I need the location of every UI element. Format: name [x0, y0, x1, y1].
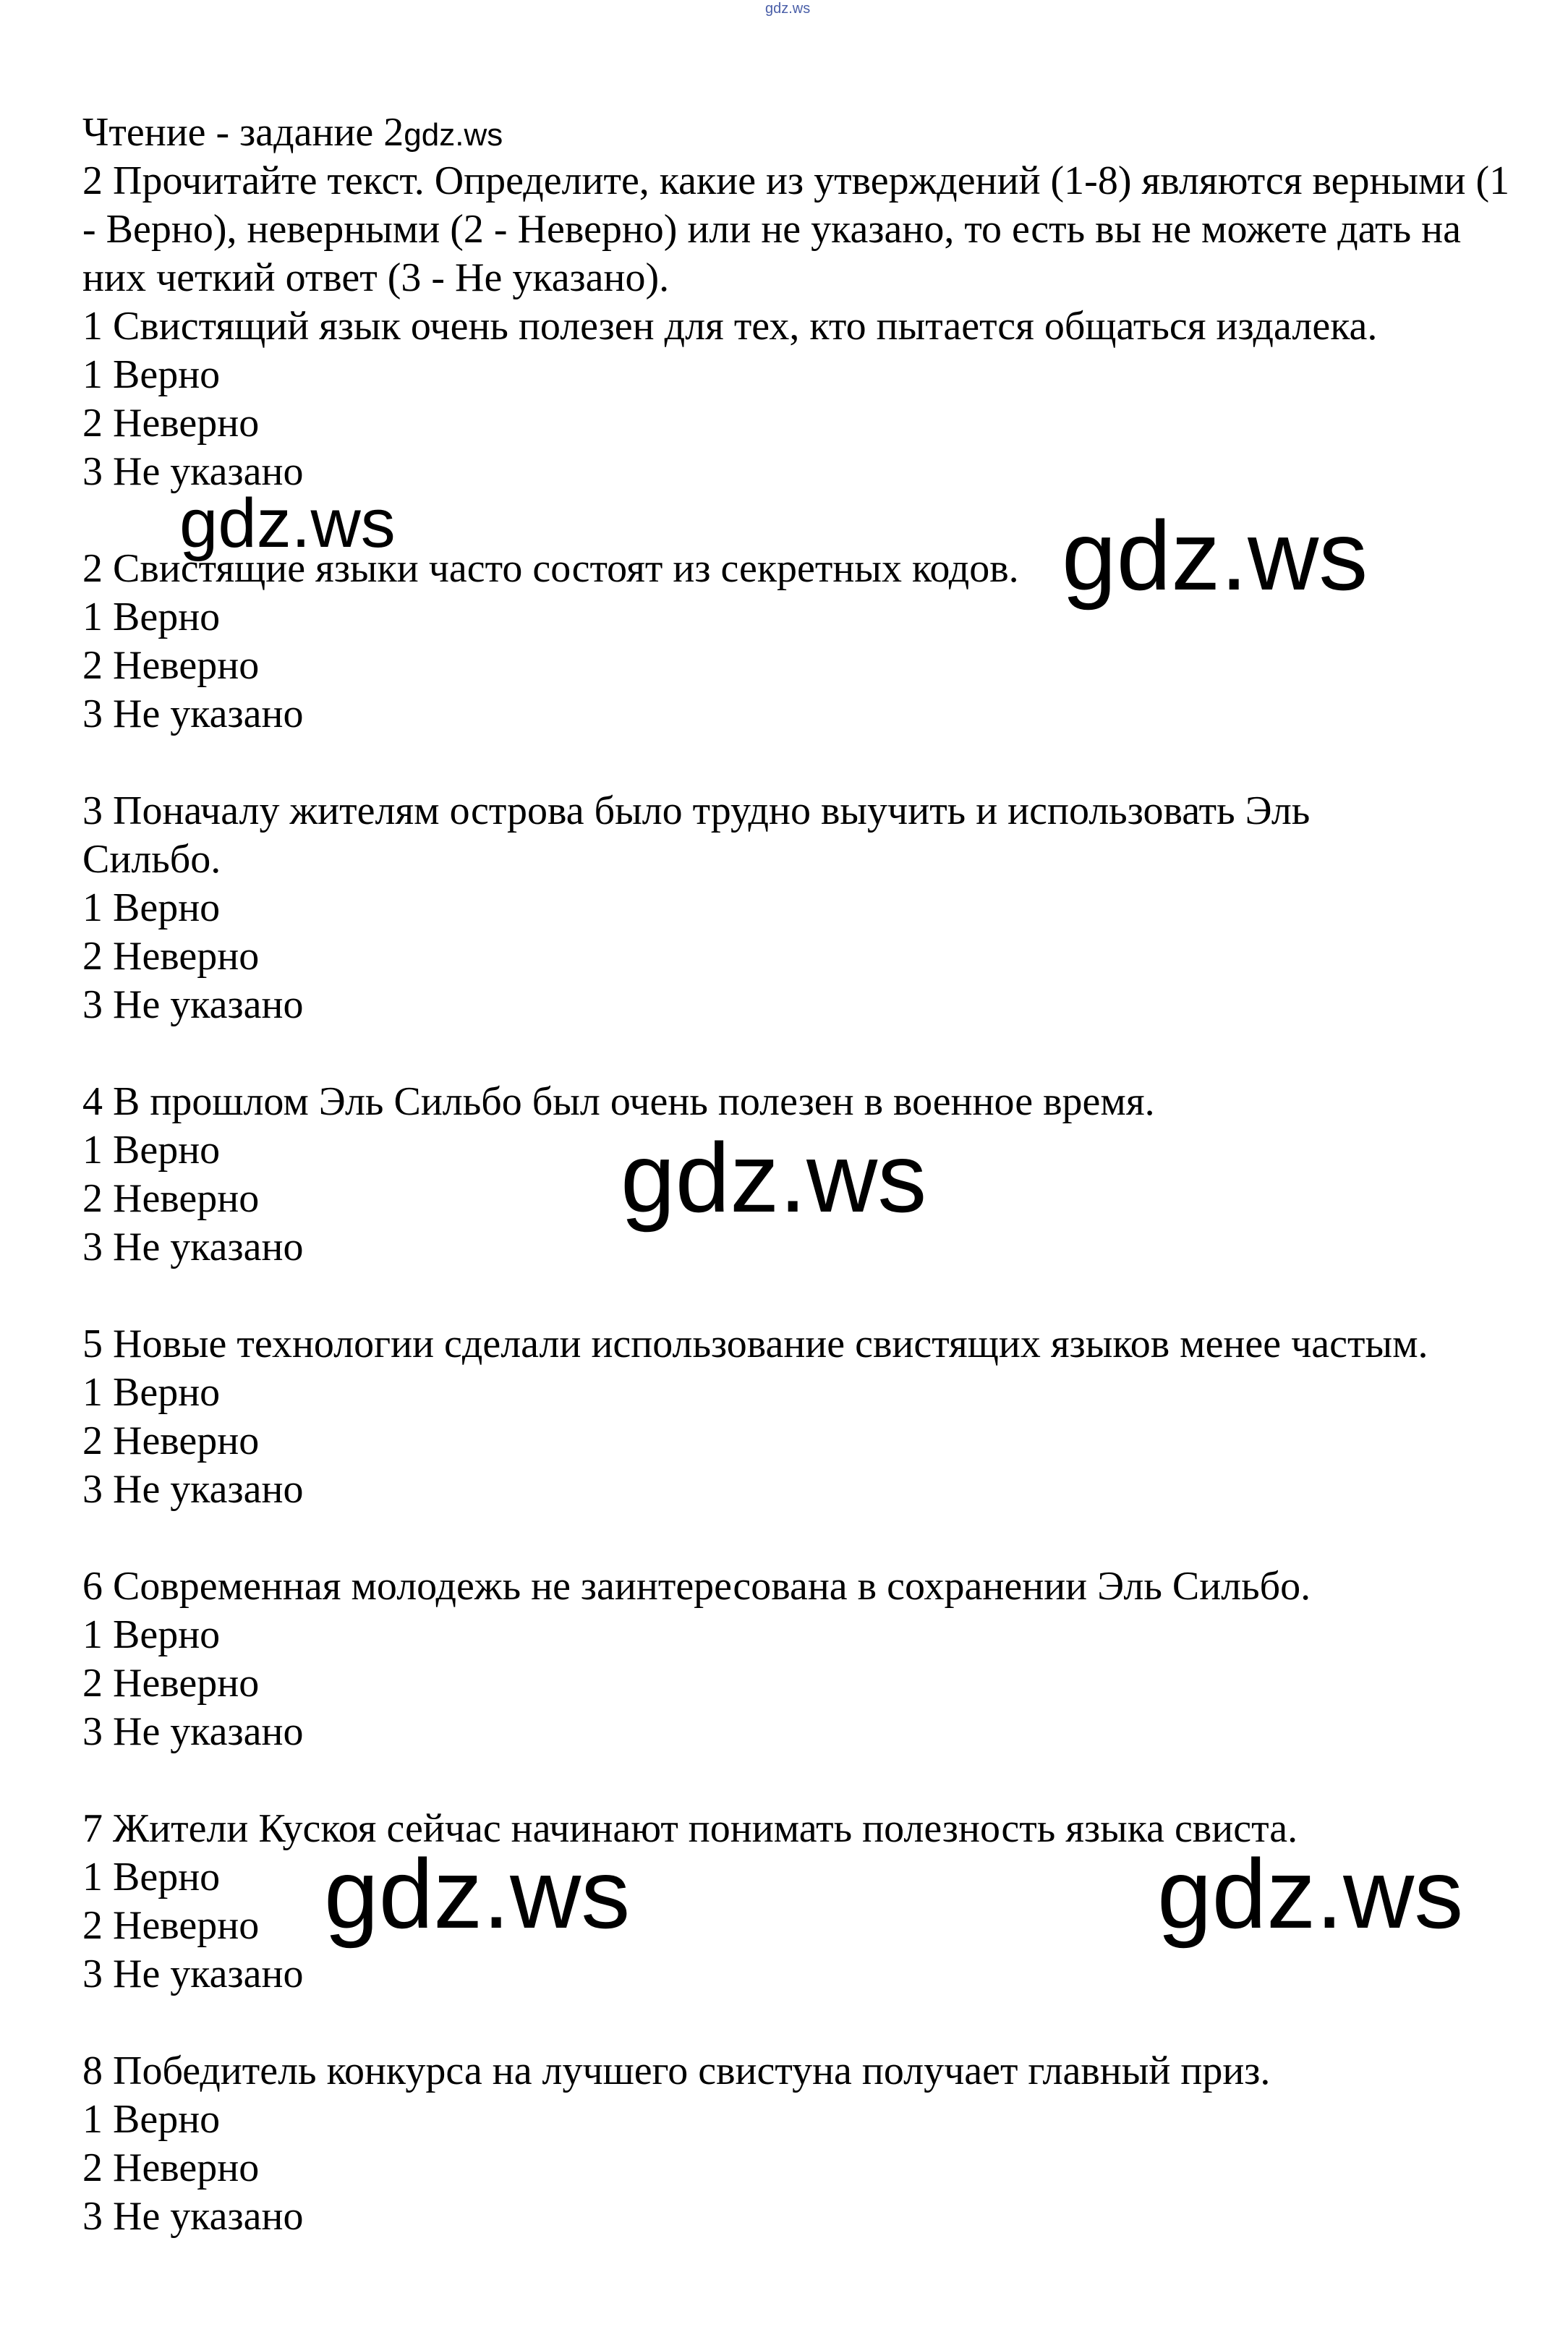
question-text: 1 Свистящий язык очень полезен для тех, кто пытается общаться издалека. [82, 304, 1378, 349]
option-not-stated: 3 Не указано [82, 1225, 304, 1269]
watermark-top: gdz.ws [765, 1, 811, 17]
title-watermark: gdz.ws [404, 117, 503, 153]
option-false: 2 Неверно [82, 1418, 260, 1463]
option-not-stated: 3 Не указано [82, 449, 304, 494]
option-false: 2 Неверно [82, 1903, 260, 1948]
option-false: 2 Неверно [82, 643, 260, 688]
question-block [82, 2047, 1529, 2241]
watermark: gdz.ws [1157, 1839, 1464, 1949]
option-true: 1 Верно [82, 1855, 221, 1899]
spacer [82, 1756, 1529, 1805]
question-block [82, 302, 1529, 496]
question-block [82, 1320, 1529, 1514]
option-true: 1 Верно [82, 1128, 221, 1173]
watermark: gdz.ws [1062, 501, 1368, 610]
question-text: 8 Победитель конкурса на лучшего свистуна получает главный приз. [82, 2048, 1271, 2093]
instruction-text: 2 Прочитайте текст. Определите, какие из утверждений (1-8) являются верными (1 - Верно), неверными (2 - Неверно) или не указано, то есть вы не можете дать на них четкий ответ (3 - Не указано). [82, 158, 1510, 300]
spacer [82, 1999, 1529, 2047]
option-true: 1 Верно [82, 352, 221, 397]
option-false: 2 Неверно [82, 934, 260, 979]
option-true: 1 Верно [82, 1370, 221, 1415]
question-block [82, 1562, 1529, 1756]
question-text: 3 Поначалу жителям острова было трудно выучить и использовать Эль Сильбо. [82, 788, 1311, 882]
option-not-stated: 3 Не указано [82, 1467, 304, 1512]
question-text: 6 Современная молодежь не заинтересована в сохранении Эль Сильбо. [82, 1564, 1311, 1609]
option-not-stated: 3 Не указано [82, 982, 304, 1027]
option-false: 2 Неверно [82, 2145, 260, 2190]
option-not-stated: 3 Не указано [82, 2194, 304, 2239]
option-true: 1 Верно [82, 2097, 221, 2142]
watermark: gdz.ws [324, 1839, 631, 1949]
option-false: 2 Неверно [82, 401, 260, 446]
option-true: 1 Верно [82, 1612, 221, 1657]
question-text: 5 Новые технологии сделали использование свистящих языков менее частым. [82, 1322, 1428, 1366]
page-title: Чтение - задание 2gdz.ws [82, 110, 503, 155]
option-not-stated: 3 Не указано [82, 1952, 304, 1996]
watermark: gdz.ws [621, 1123, 927, 1233]
spacer [82, 1514, 1529, 1562]
question-block [82, 787, 1529, 1029]
question-text: 2 Свистящие языки часто состоят из секретных кодов. [82, 546, 1019, 591]
question-text: 4 В прошлом Эль Сильбо был очень полезен в военное время. [82, 1079, 1155, 1124]
option-false: 2 Неверно [82, 1176, 260, 1221]
watermark: gdz.ws [179, 485, 396, 562]
spacer [82, 1029, 1529, 1078]
option-true: 1 Верно [82, 595, 221, 639]
option-true: 1 Верно [82, 885, 221, 930]
question-text: 7 Жители Кускоя сейчас начинают понимать полезность языка свиста. [82, 1806, 1298, 1851]
option-not-stated: 3 Не указано [82, 1709, 304, 1754]
option-not-stated: 3 Не указано [82, 692, 304, 736]
option-false: 2 Неверно [82, 1661, 260, 1706]
spacer [82, 1272, 1529, 1320]
spacer [82, 739, 1529, 787]
